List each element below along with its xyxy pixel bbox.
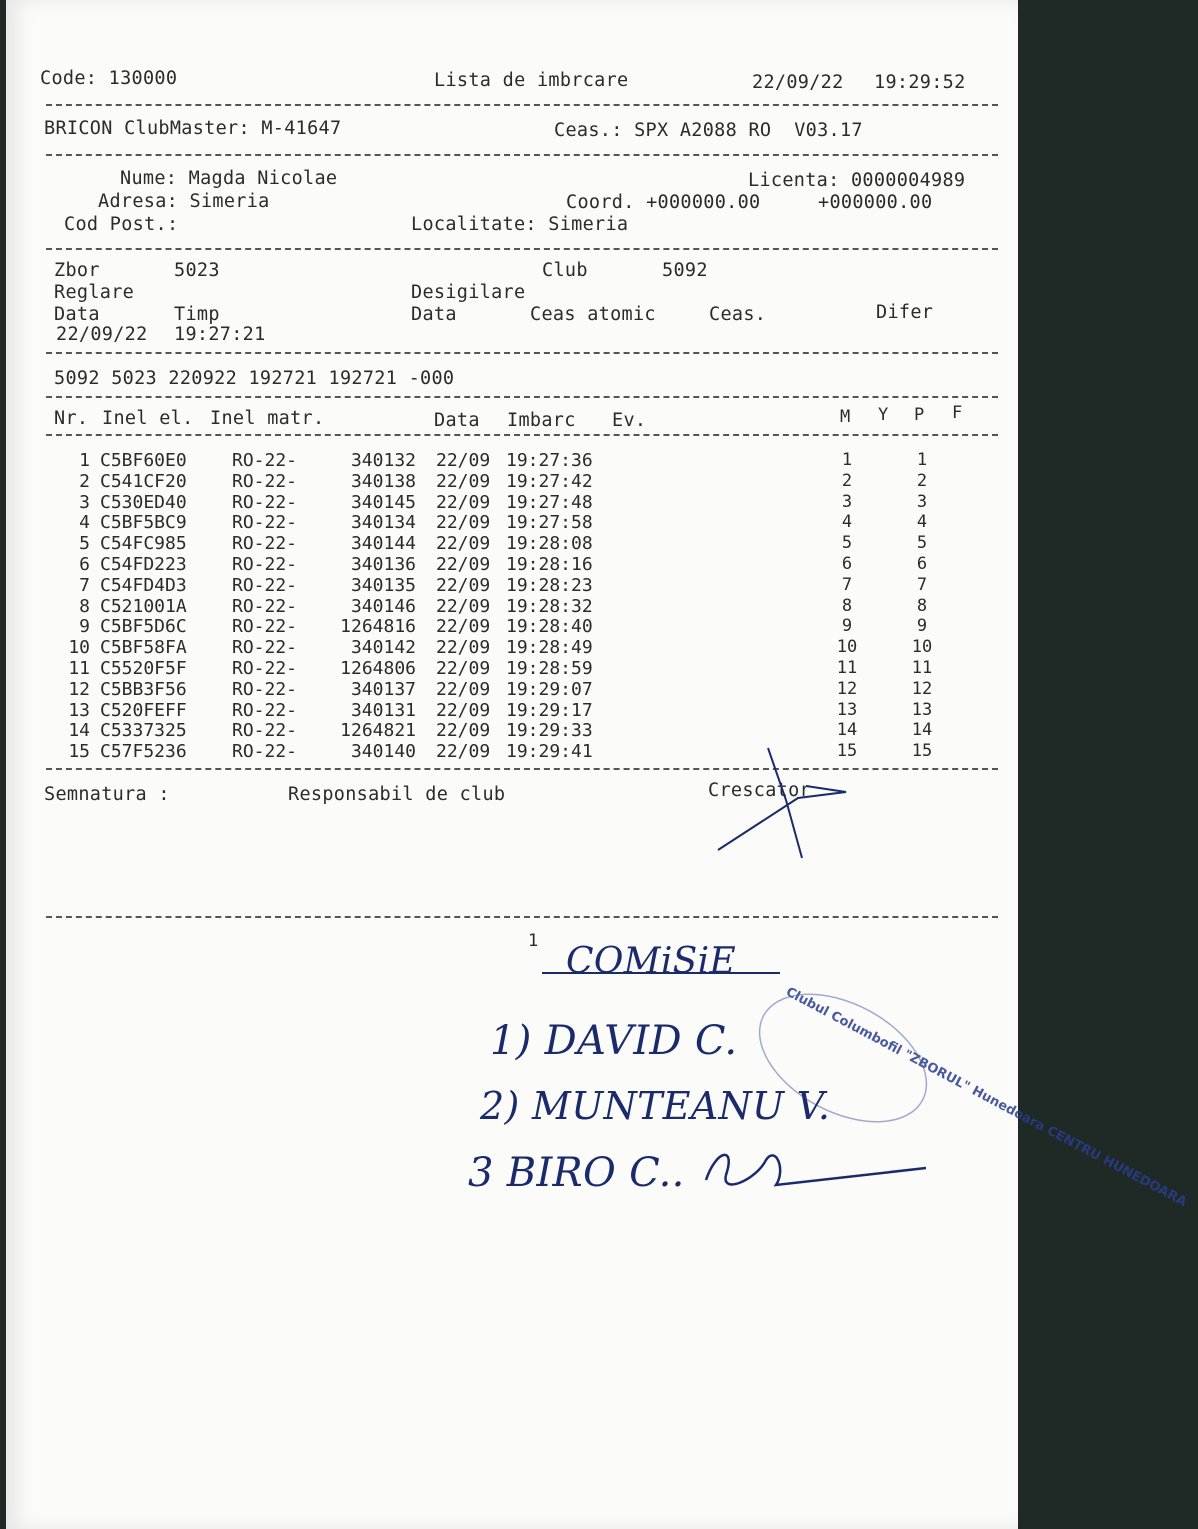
row-nr: 3 [79,491,90,513]
row-date: 22/09 [436,616,491,638]
row-electronic-ring: C521001A [100,595,187,617]
row-time: 19:27:58 [506,512,593,534]
row-date: 22/09 [436,554,491,575]
table-row [6,741,1018,762]
row-p: 6 [916,554,928,574]
divider [46,396,998,398]
row-electronic-ring: C5520F5F [100,658,187,679]
col-y: Y [878,405,889,425]
col-inel-el: Inel el. [102,408,194,429]
table-row [6,554,1018,575]
row-ring-number: 340145 [350,491,416,513]
row-ring-prefix: RO-22- [232,678,298,700]
row-date: 22/09 [436,741,491,763]
row-ring-number: 340136 [350,554,416,575]
row-electronic-ring: C54FD4D3 [100,574,187,596]
row-date: 22/09 [436,512,491,534]
row-m: 11 [836,658,858,678]
signature-label: Semnatura : [44,784,170,805]
owner-coord: Coord. +000000.00 [566,192,761,213]
row-m: 3 [841,491,853,512]
code-line: 5092 5023 220922 192721 192721 -000 [54,368,455,389]
row-nr: 8 [79,595,90,617]
club-value: 5092 [662,260,708,281]
row-nr: 15 [68,741,90,763]
clock-id: Ceas.: SPX A2088 RO V03.17 [554,120,863,141]
table-row [6,596,1018,617]
row-p: 8 [916,595,928,616]
row-ring-prefix: RO-22- [232,637,298,659]
receipt-title: Lista de imbrcare [434,70,629,91]
row-p: 3 [916,491,928,512]
row-electronic-ring: C5BB3F56 [100,678,187,700]
row-electronic-ring: C57F5236 [100,741,187,763]
row-date: 22/09 [436,699,491,721]
row-p: 13 [911,699,933,720]
col-ev: Ev. [612,410,647,431]
row-ring-prefix: RO-22- [232,658,298,679]
row-ring-number: 340134 [350,512,416,534]
breeder-signature [706,740,866,870]
row-ring-prefix: RO-22- [232,720,298,742]
table-row [6,637,1018,658]
owner-license: Licenta: 0000004989 [748,170,966,191]
row-ring-prefix: RO-22- [232,512,298,534]
row-p: 10 [911,637,933,658]
row-ring-prefix: RO-22- [232,533,298,555]
row-m: 13 [836,699,858,720]
row-time: 19:27:48 [506,491,593,513]
table-row [6,616,1018,637]
row-nr: 13 [68,699,90,721]
divider [46,248,998,250]
page-number: 1 [528,931,539,951]
table-row [6,720,1018,741]
receipt-paper [6,0,1190,1529]
row-ring-prefix: RO-22- [232,574,298,596]
flight-value: 5023 [174,260,220,281]
col-data: Data [434,410,480,431]
commission-member-2: 2) MUNTEANU V. [480,1084,831,1128]
row-ring-number: 340144 [350,533,416,555]
table-row [6,679,1018,700]
row-m: 1 [841,450,853,470]
row-ring-prefix: RO-22- [232,699,298,721]
row-date: 22/09 [436,658,491,679]
row-nr: 4 [79,512,90,534]
row-date: 22/09 [436,574,491,596]
receipt-time: 19:29:52 [874,72,966,93]
row-electronic-ring: C5BF5D6C [100,616,187,638]
row-time: 19:28:16 [506,554,593,575]
row-electronic-ring: C541CF20 [100,470,187,492]
row-electronic-ring: C520FEFF [100,699,187,721]
commission-member-1: 1) DAVID C. [490,1018,738,1064]
row-ring-number: 340137 [350,678,416,700]
table-row [6,492,1018,513]
col-f: F [952,403,963,423]
owner-locality: Localitate: Simeria [411,214,629,235]
row-nr: 14 [68,720,90,742]
row-m: 10 [836,637,858,658]
row-electronic-ring: C54FD223 [100,554,187,575]
row-date: 22/09 [436,720,491,742]
row-date: 22/09 [436,533,491,555]
club-responsible-label: Responsabil de club [288,784,506,805]
reglare-label: Reglare [54,282,135,303]
heading-underline [542,972,780,974]
club-label: Club [542,260,588,281]
row-ring-number: 340146 [350,595,416,617]
row-date: 22/09 [436,470,491,492]
row-time: 19:27:36 [506,450,593,471]
row-m: 7 [841,574,853,595]
row-date: 22/09 [436,595,491,617]
row-p: 1 [916,450,928,470]
atomic-clock-label: Ceas atomic [530,304,656,325]
row-date: 22/09 [436,678,491,700]
row-m: 2 [841,470,853,491]
owner-coord2: +000000.00 [818,192,933,213]
row-nr: 2 [79,470,90,492]
setting-time: 19:27:21 [174,324,266,345]
row-time: 19:28:49 [506,637,593,659]
row-m: 8 [841,595,853,616]
col-nr: Nr. [54,408,89,429]
difference-label: Difer [876,302,934,323]
row-ring-prefix: RO-22- [232,491,298,513]
table-row [6,450,1018,471]
row-time: 19:29:41 [506,741,593,763]
owner-address: Adresa: Simeria [98,191,270,212]
data-label-2: Data [411,304,457,325]
row-m: 15 [836,741,858,762]
owner-name: Nume: Magda Nicolae [120,168,338,189]
table-row [6,575,1018,596]
row-ring-number: 340131 [350,699,416,721]
col-m: M [840,407,851,427]
row-m: 5 [841,533,853,554]
flight-label: Zbor [54,260,100,281]
row-m: 12 [836,678,858,699]
row-time: 19:27:42 [506,470,593,492]
row-p: 11 [911,658,933,678]
divider [46,352,998,354]
divider [46,916,998,918]
owner-postcode: Cod Post.: [64,214,179,235]
row-ring-number: 1264816 [340,616,416,638]
row-ring-number: 340132 [350,450,416,471]
row-time: 19:29:07 [506,678,593,700]
row-m: 4 [841,512,853,533]
data-label: Data [54,304,100,325]
row-m: 9 [841,616,853,637]
row-p: 15 [911,741,933,762]
col-inel-matr: Inel matr. [210,408,325,429]
row-p: 14 [911,720,933,741]
receipt-code: Code: 130000 [40,68,178,89]
row-time: 19:29:33 [506,720,593,742]
row-p: 12 [911,678,933,699]
row-ring-number: 340142 [350,637,416,659]
divider [46,104,998,106]
row-nr: 7 [79,574,90,596]
row-date: 22/09 [436,491,491,513]
row-nr: 11 [68,658,90,679]
row-ring-prefix: RO-22- [232,616,298,638]
desigilare-label: Desigilare [411,282,526,303]
clock-label: Ceas. [709,304,767,325]
table-row [6,700,1018,721]
row-nr: 6 [79,554,90,575]
row-ring-prefix: RO-22- [232,450,298,471]
row-ring-prefix: RO-22- [232,595,298,617]
commission-heading: COMiSiE [566,941,736,982]
row-date: 22/09 [436,450,491,471]
row-electronic-ring: C54FC985 [100,533,187,555]
row-ring-number: 340140 [350,741,416,763]
row-time: 19:28:08 [506,533,593,555]
row-nr: 10 [68,637,90,659]
row-nr: 1 [79,450,90,471]
row-p: 7 [916,574,928,595]
col-p: P [914,405,925,425]
row-ring-prefix: RO-22- [232,470,298,492]
table-row [6,471,1018,492]
row-nr: 5 [79,533,90,555]
row-ring-number: 340138 [350,470,416,492]
receipt-date: 22/09/22 [752,72,844,93]
row-p: 9 [916,616,928,637]
row-electronic-ring: C5337325 [100,720,187,742]
timp-label: Timp [174,304,220,325]
table-row [6,533,1018,554]
commission-member-3: 3 BIRO C.. [468,1150,685,1196]
row-m: 14 [836,720,858,741]
table-row [6,658,1018,679]
row-time: 19:28:32 [506,595,593,617]
row-ring-number: 340135 [350,574,416,596]
row-date: 22/09 [436,637,491,659]
row-ring-number: 1264821 [340,720,416,742]
row-ring-prefix: RO-22- [232,741,298,763]
stamp-text: Clubul Columbofil "ZBORUL" Hunedoara CENTRU HUNEDOARA [783,984,1190,1210]
row-time: 19:29:17 [506,699,593,721]
row-p: 5 [916,533,928,554]
row-electronic-ring: C5BF58FA [100,637,187,659]
clubmaster-id: BRICON ClubMaster: M-41647 [44,118,342,139]
row-time: 19:28:23 [506,574,593,596]
col-imbarc: Imbarc [507,410,576,431]
row-electronic-ring: C530ED40 [100,491,187,513]
row-nr: 9 [79,616,90,638]
table-row [6,512,1018,533]
row-ring-prefix: RO-22- [232,554,298,575]
row-m: 6 [841,554,853,574]
row-p: 4 [916,512,928,533]
divider [46,434,998,436]
row-time: 19:28:40 [506,616,593,638]
row-electronic-ring: C5BF5BC9 [100,512,187,534]
row-time: 19:28:59 [506,658,593,679]
row-p: 2 [916,470,928,491]
row-ring-number: 1264806 [340,658,416,679]
breeder-label: Crescator [708,780,811,801]
divider [46,154,998,156]
setting-date: 22/09/22 [56,324,148,345]
row-electronic-ring: C5BF60E0 [100,450,187,471]
row-nr: 12 [68,678,90,700]
